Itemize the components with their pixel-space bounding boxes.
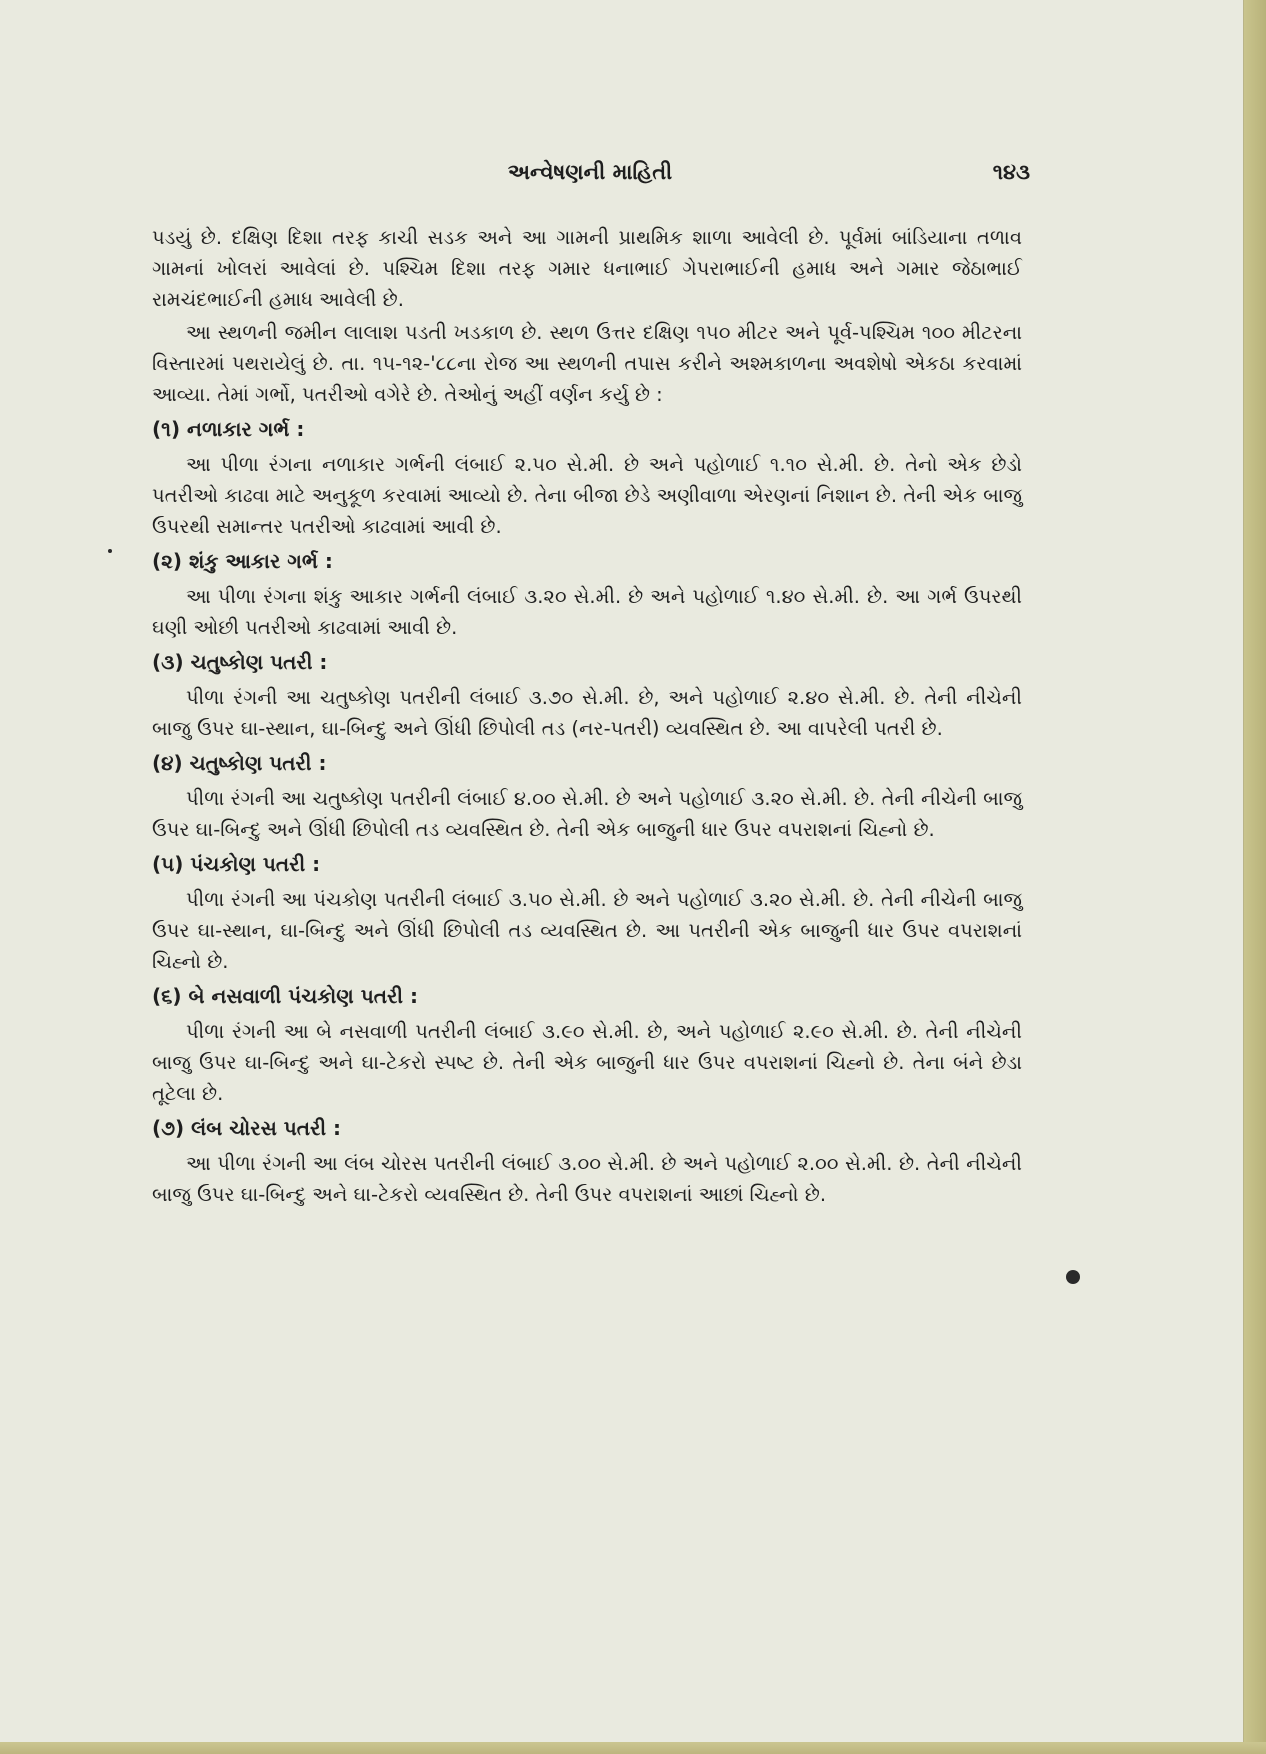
- item-heading-5: (૫) પંચકોણ પતરી :: [152, 852, 321, 876]
- page-number: ૧૪૩: [992, 160, 1030, 184]
- item-heading-2: (૨) શંકુ આકાર ગર્ભ :: [152, 549, 333, 573]
- running-title: અન્વેષણની માહિતી: [507, 160, 673, 184]
- item-text-4: પીળા રંગની આ ચતુષ્કોણ પતરીની લંબાઈ ૪.૦૦ સે.મી. છે અને પહોળાઈ ૩.૨૦ સે.મી. છે. તેની નીચેની બાજુ ઉપર ઘા-બિન્દુ અને ઊંધી છિપોલી તડ વ્યવસ્થિત છે. તેની એક બાજુની ધાર ઉપર વપરાશનાં ચિહ્નો છે.: [152, 787, 1022, 841]
- item-text-5: પીળા રંગની આ પંચકોણ પતરીની લંબાઈ ૩.૫૦ સે.મી. છે અને પહોળાઈ ૩.૨૦ સે.મી. છે. તેની નીચેની બાજુ ઉપર ઘા-સ્થાન, ઘા-બિન્દુ અને ઊંધી છિપોલી તડ વ્યવસ્થિત છે. આ પતરીની એક બાજુની ધાર ઉપર વપરાશનાં ચિહ્નો છે.: [152, 888, 1022, 973]
- item-heading-3: (૩) ચતુષ્કોણ પતરી :: [152, 650, 328, 674]
- item-text-6: પીળા રંગની આ બે નસવાળી પતરીની લંબાઈ ૩.૯૦ સે.મી. છે, અને પહોળાઈ ૨.૯૦ સે.મી. છે. તેની નીચેની બાજુ ઉપર ઘા-બિન્દુ અને ઘા-ટેકરો સ્પષ્ટ છે. તેની એક બાજુની ધાર ઉપર વપરાશનાં ચિહ્નો છે. તેના બંને છેડા તૂટેલા છે.: [152, 1020, 1022, 1105]
- ink-spot: [1066, 1270, 1080, 1284]
- page-bottom-shadow: [0, 1742, 1266, 1754]
- ink-speck: [108, 549, 112, 553]
- item-text-7: આ પીળા રંગની આ લંબ ચોરસ પતરીની લંબાઈ ૩.૦૦ સે.મી. છે અને પહોળાઈ ૨.૦૦ સે.મી. છે. તેની નીચેની બાજુ ઉપર ઘા-બિન્દુ અને ઘા-ટેકરો વ્યવસ્થિત છે. તેની ઉપર વપરાશનાં આછાં ચિહ્નો છે.: [152, 1152, 1022, 1206]
- item-heading-7: (૭) લંબ ચોરસ પતરી :: [152, 1116, 342, 1140]
- item-text-3: પીળા રંગની આ ચતુષ્કોણ પતરીની લંબાઈ ૩.૭૦ સે.મી. છે, અને પહોળાઈ ૨.૪૦ સે.મી. છે. તેની નીચેની બાજુ ઉપર ઘા-સ્થાન, ઘા-બિન્દુ અને ઊંધી છિપોલી તડ (નર-પતરી) વ્યવસ્થિત છે. આ વાપરેલી પતરી છે.: [152, 686, 1022, 740]
- item-text-2: આ પીળા રંગના શંકુ આકાર ગર્ભની લંબાઈ ૩.૨૦ સે.મી. છે અને પહોળાઈ ૧.૪૦ સે.મી. છે. આ ગર્ભ ઉપરથી ઘણી ઓછી પતરીઓ કાઢવામાં આવી છે.: [152, 585, 1022, 639]
- item-heading-1: (૧) નળાકાર ગર્ભ :: [152, 417, 305, 441]
- page-edge-shadow: [1244, 0, 1266, 1754]
- item-heading-4: (૪) ચતુષ્કોણ પતરી :: [152, 751, 327, 775]
- body-text: [152, 222, 1022, 1212]
- item-text-1: આ પીળા રંગના નળાકાર ગર્ભની લંબાઈ ૨.૫૦ સે.મી. છે અને પહોળાઈ ૧.૧૦ સે.મી. છે. તેનો એક છેડો પતરીઓ કાઢવા માટે અનુકૂળ કરવામાં આવ્યો છે. તેના બીજા છેડે અણીવાળા એરણનાં નિશાન છે. તેની એક બાજુ ઉપરથી સમાન્તર પતરીઓ કાઢવામાં આવી છે.: [152, 453, 1022, 538]
- page-header: [150, 160, 1030, 194]
- intro-paragraph: પડયું છે. દક્ષિણ દિશા તરફ કાચી સડક અને આ ગામની પ્રાથમિક શાળા આવેલી છે. પૂર્વમાં બાંડિયાના તળાવ ગામનાં ખોલરાં આવેલાં છે. પશ્ચિમ દિશા તરફ ગમાર ધનાભાઈ ગેપરાભાઈની હમાધ અને ગમાર જેઠાભાઈ રામચંદભાઈની હમાધ આવેલી છે.: [152, 226, 1022, 311]
- item-heading-6: (૬) બે નસવાળી પંચકોણ પતરી :: [152, 984, 418, 1008]
- site-paragraph: આ સ્થળની જમીન લાલાશ પડતી ખડકાળ છે. સ્થળ ઉત્તર દક્ષિણ ૧૫૦ મીટર અને પૂર્વ-પશ્ચિમ ૧૦૦ મીટરના વિસ્તારમાં પથરાયેલું છે. તા. ૧૫-૧૨-'૮૮ના રોજ આ સ્થળની તપાસ કરીને અશ્મકાળના અવશેષો એકઠા કરવામાં આવ્યા. તેમાં ગર્ભો, પતરીઓ વગેરે છે. તેઓનું અહીં વર્ણન કર્યુ છે :: [152, 321, 1022, 406]
